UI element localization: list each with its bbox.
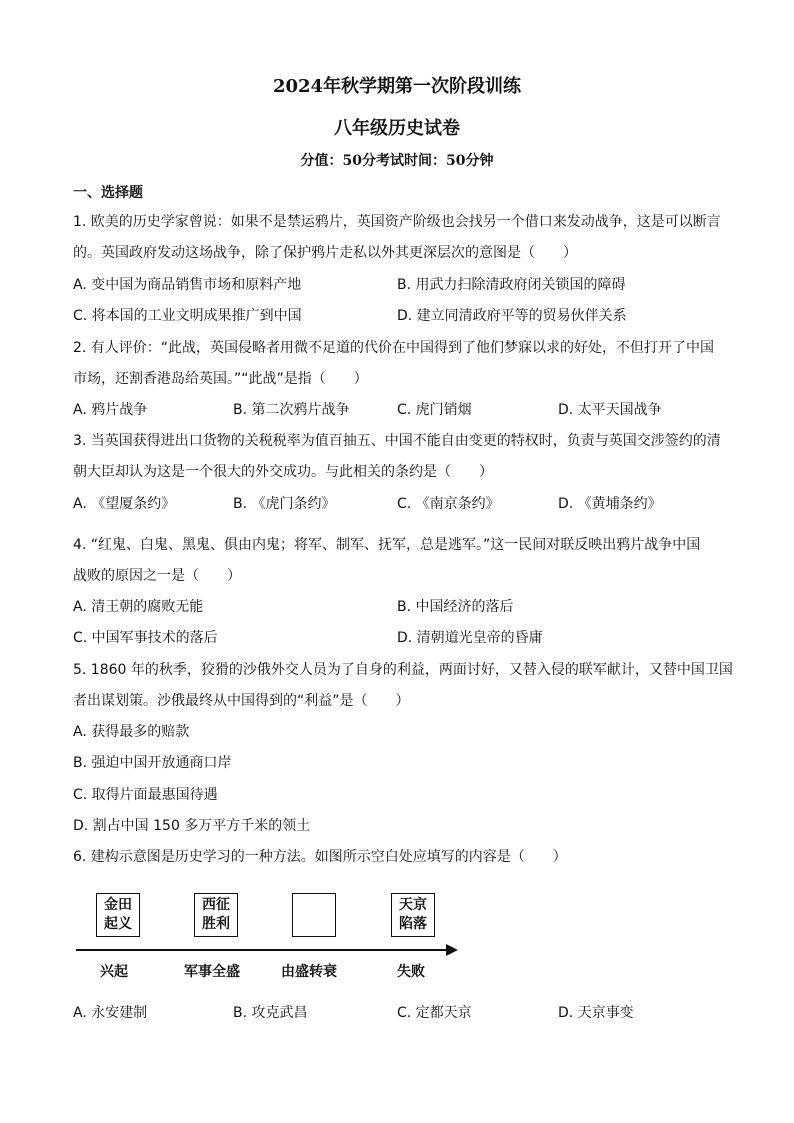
question-3-line-1: 3. 当英国获得进出口货物的关税税率为值百抽五、中国不能自由变更的特权时，负责与英国交涉签约的清: [73, 433, 721, 449]
question-6-option-d: D. 天京事变: [558, 1005, 634, 1021]
exam-title: 2024年秋学期第一次阶段训练: [272, 76, 522, 97]
question-3-option-a: A. 《望厦条约》: [73, 496, 176, 512]
diagram-box-blank: [292, 893, 336, 937]
question-6-option-a: A. 永安建制: [73, 1005, 148, 1021]
question-1-option-d: D. 建立同清政府平等的贸易伙伴关系: [397, 308, 627, 324]
arrow-right-icon: [446, 944, 458, 956]
stage-label: 由盛转衰: [281, 964, 337, 980]
question-6-line-1: 6. 建构示意图是历史学习的一种方法。如图所示空白处应填写的内容是（ ）: [73, 849, 567, 865]
diagram-box-text: 陷落: [399, 916, 427, 932]
stage-label: 兴起: [100, 964, 128, 980]
question-4-line-2: 战败的原因之一是（ ）: [73, 568, 241, 584]
question-2-line-2: 市场，还割香港岛给英国。”“此战”是指（ ）: [73, 371, 368, 387]
diagram-box-text: 天京: [399, 897, 427, 913]
question-3-option-b: B. 《虎门条约》: [233, 496, 336, 512]
section-heading: 一、选择题: [73, 185, 143, 201]
question-2-option-c: C. 虎门销烟: [397, 402, 472, 418]
question-6-option-b: B. 攻克武昌: [233, 1005, 308, 1021]
question-2-option-a: A. 鸦片战争: [73, 402, 148, 418]
question-3-line-2: 朝大臣却认为这是一个很大的外交成功。与此相关的条约是（ ）: [73, 464, 493, 480]
question-4-line-1: 4. “红鬼、白鬼、黑鬼、俱由内鬼；将军、制军、抚军，总是逃军。”这一民间对联反映出鸦片战争中国: [73, 537, 701, 553]
question-3-option-d: D. 《黄埔条约》: [558, 496, 662, 512]
stage-label: 失败: [397, 964, 425, 980]
question-2-option-d: D. 太平天国战争: [558, 402, 662, 418]
question-2-line-1: 2. 有人评价：“此战，英国侵略者用微不足道的代价在中国得到了他们梦寐以求的好处，不但打开了中国: [73, 340, 715, 356]
question-5-option-a: A. 获得最多的赔款: [73, 724, 190, 740]
question-5-option-b: B. 强迫中国开放通商口岸: [73, 755, 232, 771]
question-6-option-c: C. 定都天京: [397, 1005, 472, 1021]
stage-label: 军事全盛: [184, 964, 240, 980]
diagram-box-text: 西征: [202, 897, 230, 913]
question-4-option-c: C. 中国军事技术的落后: [73, 630, 218, 646]
diagram-box-text: 胜利: [202, 916, 230, 932]
question-1-line-1: 1. 欧美的历史学家曾说：如果不是禁运鸦片，英国资产阶级也会找另一个借口来发动战争，这是可以断言: [73, 214, 721, 230]
question-1-option-c: C. 将本国的工业文明成果推广到中国: [73, 308, 302, 324]
question-5-line-1: 5. 1860 年的秋季，狡猾的沙俄外交人员为了自身的利益，两面讨好，又替入侵的联军献计，又替中国卫国: [73, 662, 733, 678]
diagram-box-jintian: [96, 893, 140, 937]
diagram-box-tianjing: [391, 893, 435, 937]
question-1-option-b: B. 用武力扫除清政府闭关锁国的障碍: [397, 277, 626, 293]
question-1-option-a: A. 变中国为商品销售市场和原料产地: [73, 277, 302, 293]
diagram-box-text: 金田: [104, 897, 132, 913]
question-1-line-2: 的。英国政府发动这场战争，除了保护鸦片走私以外其更深层次的意图是（ ）: [73, 245, 577, 261]
exam-subtitle: 八年级历史试卷: [334, 118, 460, 139]
diagram-box-text: 起义: [104, 916, 132, 932]
question-2-option-b: B. 第二次鸦片战争: [233, 402, 350, 418]
timeline-axis: [76, 949, 448, 951]
question-5-option-d: D. 割占中国 150 多万平方千米的领土: [73, 818, 311, 834]
question-4-option-a: A. 清王朝的腐败无能: [73, 599, 204, 615]
question-5-option-c: C. 取得片面最惠国待遇: [73, 787, 218, 803]
question-4-option-d: D. 清朝道光皇帝的昏庸: [397, 630, 543, 646]
question-4-option-b: B. 中国经济的落后: [397, 599, 514, 615]
diagram-box-xizheng: [194, 893, 238, 937]
question-5-line-2: 者出谋划策。沙俄最终从中国得到的“利益”是（ ）: [73, 693, 410, 709]
question-3-option-c: C. 《南京条约》: [397, 496, 500, 512]
exam-meta: 分值：50分考试时间：50分钟: [300, 153, 494, 169]
